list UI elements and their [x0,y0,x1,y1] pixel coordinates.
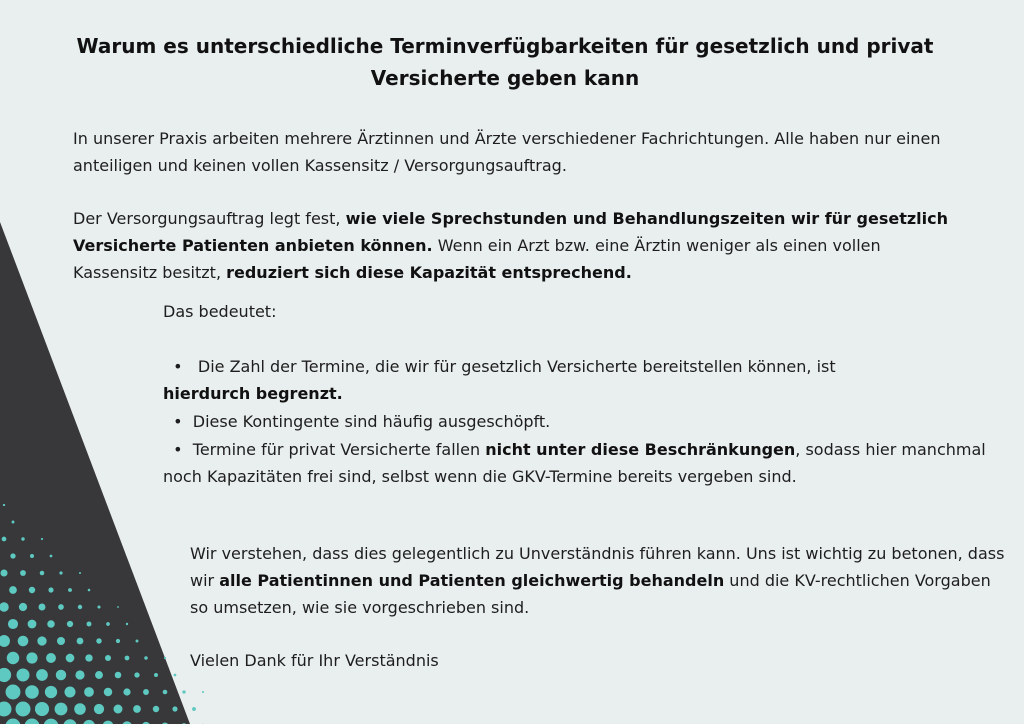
halftone-dot [95,671,103,679]
halftone-dot [8,619,18,629]
halftone-dot [55,703,68,716]
halftone-dot [64,686,75,697]
halftone-dot [74,703,86,715]
halftone-dot [174,674,177,677]
halftone-dot [10,553,15,558]
halftone-dot [30,554,34,558]
bullet-icon: • [173,412,183,431]
thanks-line: Vielen Dank für Ihr Verständnis [190,651,439,670]
halftone-dot [97,605,100,608]
meaning-heading: Das bedeutet: [163,302,277,321]
bullet-icon: • [173,357,183,376]
halftone-dot [67,621,73,627]
halftone-dot [37,636,46,645]
halftone-dot [3,504,5,506]
halftone-dot [164,657,166,659]
dark-triangle-shape [0,222,190,724]
halftone-dot [46,653,56,663]
intro-paragraph: In unserer Praxis arbeiten mehrere Ärztinnen und Ärzte verschiedener Fachrichtungen. Alle haben nur einen anteiligen und keinen vollen Kassensitz / Versorgungsauftrag. [73,129,941,175]
halftone-dot [116,639,120,643]
mandate-text-1: Der Versorgungsauftrag legt fest, [73,209,346,228]
halftone-dot [47,620,55,628]
halftone-dot [9,586,17,594]
halftone-dot [26,652,37,663]
halftone-dot [172,706,177,711]
mandate-text-2: Wenn ein Arzt bzw. eine Ärztin weniger als einen vollen Kassensitz besitzt, [73,236,881,282]
halftone-dot [21,537,24,540]
halftone-dot [94,704,104,714]
halftone-dot [25,685,39,699]
halftone-dot [19,603,27,611]
halftone-dot [36,669,48,681]
bullet-text: Die Zahl der Termine, die wir für gesetzlich Versicherte bereitstellen können, ist [197,357,836,376]
bullet-icon: • [173,440,183,459]
halftone-dot [182,690,185,693]
halftone-dot [163,690,168,695]
halftone-dot [57,637,65,645]
halftone-dot [105,655,111,661]
bullet-item-quota-exhausted [163,408,983,435]
halftone-dot [114,705,123,714]
halftone-dot [78,605,82,609]
halftone-dot [87,622,92,627]
halftone-dot [133,705,141,713]
halftone-dot [134,672,139,677]
bullet-item-private-insured [163,436,993,490]
halftone-dot [35,702,49,716]
halftone-dot [84,687,94,697]
halftone-dot [6,685,21,700]
halftone-dot [18,636,29,647]
halftone-dot [75,670,84,679]
halftone-dot [153,706,159,712]
halftone-dot [202,691,204,693]
halftone-dot [77,638,84,645]
halftone-dot [2,537,7,542]
halftone-dot [96,638,101,643]
mandate-paragraph [73,205,953,286]
halftone-dot [126,623,128,625]
halftone-dot [136,640,139,643]
halftone-dot [39,604,46,611]
halftone-dot [144,656,148,660]
bullet-item-limited-appointments [163,353,983,407]
halftone-dot [192,707,196,711]
mandate-emphasis-2: reduziert sich diese Kapazität entsprechend. [226,263,632,282]
halftone-dot [58,604,64,610]
halftone-dot [7,652,19,664]
bullet-text: Diese Kontingente sind häufig ausgeschöpft. [192,412,551,431]
halftone-dot [79,572,81,574]
page-title: Warum es unterschiedliche Terminverfügbarkeiten für gesetzlich und privat Versicherte geben kann [76,34,934,90]
halftone-dot [88,589,91,592]
mandate-emphasis-1: wie viele Sprechstunden und Behandlungszeiten wir für gesetzlich Versicherte Patienten anbieten können. [73,209,948,255]
halftone-dot [50,555,53,558]
halftone-dot [12,521,15,524]
halftone-dot [104,688,112,696]
bullet-text: Termine für privat Versicherte fallen [192,440,486,459]
halftone-dot [125,656,130,661]
halftone-dot [117,606,119,608]
understanding-text-1: Wir verstehen, dass dies gelegentlich zu Unverständnis führen kann. Uns ist wichtig zu betonen, dass wir [190,544,1005,590]
bullet-emphasis: nicht unter diese Beschränkungen [485,440,796,459]
halftone-dot [59,571,62,574]
bullet-emphasis: hierdurch begrenzt. [163,384,343,403]
halftone-dot [115,672,122,679]
halftone-dot [41,538,43,540]
halftone-dot [154,673,158,677]
halftone-dot [0,569,7,576]
halftone-dot [48,587,53,592]
halftone-dot [68,588,72,592]
halftone-dot [29,587,35,593]
understanding-text-2: und die KV-rechtlichen Vorgaben so umsetzen, wie sie vorgeschrieben sind. [190,571,991,617]
halftone-dot [17,669,30,682]
halftone-dot [143,689,149,695]
understanding-paragraph [190,540,1005,621]
halftone-dot [40,571,45,576]
halftone-dot [56,670,66,680]
halftone-dot [106,622,110,626]
halftone-dot [123,688,130,695]
halftone-dot [20,570,26,576]
halftone-dot [85,654,92,661]
bullet-text-end: , sodass hier manchmal noch Kapazitäten frei sind, selbst wenn die GKV-Termine bereits vergeben sind. [163,440,986,486]
understanding-emphasis: alle Patientinnen und Patienten gleichwertig behandeln [219,571,725,590]
halftone-dot [16,702,31,717]
halftone-dot [66,654,75,663]
halftone-dot [28,620,37,629]
halftone-dot [45,686,57,698]
